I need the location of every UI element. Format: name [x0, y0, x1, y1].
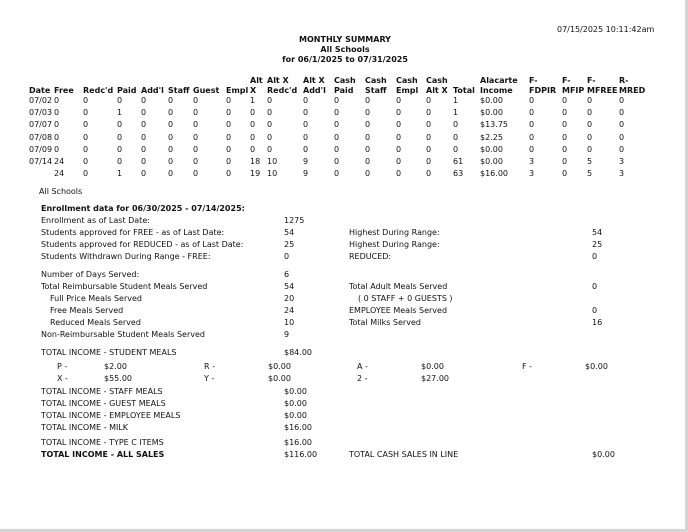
table-row: [29, 144, 636, 156]
table-cell: 0: [529, 96, 535, 105]
table-cell: 0: [141, 157, 147, 167]
column-header: [54, 76, 83, 95]
employee-meals-value: 0: [592, 306, 598, 315]
table-cell: 0: [396, 132, 402, 142]
table-cell: 0: [619, 108, 625, 118]
column-header: [365, 76, 396, 95]
table-cell: 0: [426, 132, 432, 142]
table-cell: 9: [303, 157, 309, 167]
non-reimbursable-meals-value: 9: [284, 330, 290, 339]
table-cell: 0: [303, 96, 309, 105]
column-header-line: Paid: [334, 85, 354, 95]
table-cell: 0: [426, 108, 432, 118]
column-header-line: Empl: [396, 85, 419, 95]
table-cell: 63: [453, 169, 464, 179]
reduced-approved-value: 25: [284, 240, 295, 249]
income-guest-value: $0.00: [284, 399, 307, 408]
income-x-value: $55.00: [104, 374, 132, 383]
table-cell: 0: [141, 108, 147, 118]
table-cell: 0: [426, 96, 432, 105]
income-all-sales-value: $116.00: [284, 450, 318, 459]
full-price-meals-label: Full Price Meals Served: [50, 294, 142, 303]
withdrawn-reduced-value: 0: [592, 252, 598, 261]
table-cell: 0: [529, 144, 535, 154]
table-cell: 5: [587, 157, 593, 167]
table-cell: 0: [529, 120, 535, 130]
table-cell: 0: [226, 144, 232, 154]
column-header-line: Alacarte: [480, 76, 518, 85]
table-cell: 0: [619, 144, 625, 154]
income-staff-label: TOTAL INCOME - STAFF MEALS: [41, 387, 163, 396]
reduced-meals-label: Reduced Meals Served: [50, 318, 141, 327]
column-header: [168, 76, 193, 95]
table-cell: 07/09: [29, 144, 53, 154]
table-cell: 0: [83, 157, 89, 167]
column-header-line: Redc'd: [267, 85, 298, 95]
table-cell: 5: [587, 169, 593, 179]
table-cell: 0: [83, 96, 89, 105]
table-cell: 1: [453, 108, 459, 118]
enrollment-value: 1275: [284, 216, 305, 225]
table-cell: 0: [619, 120, 625, 130]
daily-summary-table: [29, 76, 646, 180]
days-served-value: 6: [284, 270, 290, 279]
table-cell: 0: [303, 144, 309, 154]
table-cell: 0: [267, 96, 273, 105]
table-row: [29, 95, 636, 107]
reimbursable-meals-label: Total Reimbursable Student Meals Served: [41, 282, 208, 291]
table-cell: 24: [54, 157, 65, 167]
table-cell: 0: [303, 120, 309, 130]
report-title-block: [260, 35, 430, 65]
table-cell: 0: [141, 144, 147, 154]
column-header-line: Income: [480, 85, 513, 95]
table-cell: 10: [267, 157, 278, 167]
table-body: [29, 95, 636, 180]
column-header-line: Date: [29, 85, 51, 95]
column-header: [267, 76, 303, 95]
column-header: [562, 76, 587, 95]
table-cell: $0.00: [480, 96, 503, 105]
column-header: [529, 76, 562, 95]
table-cell: 07/08: [29, 132, 53, 142]
income-milk-label: TOTAL INCOME - MILK: [41, 423, 129, 432]
table-cell: 0: [117, 132, 123, 142]
column-header-line: Cash: [396, 76, 418, 85]
table-cell: 0: [619, 96, 625, 105]
table-cell: 0: [365, 108, 371, 118]
table-cell: 0: [426, 157, 432, 167]
milks-served-value: 16: [592, 318, 603, 327]
column-header-line: F-: [562, 76, 571, 85]
income-p-label: P -: [57, 362, 68, 371]
reduced-meals-value: 10: [284, 318, 295, 327]
column-header-line: MFREE: [587, 85, 618, 95]
table-cell: 0: [365, 96, 371, 105]
table-cell: 0: [83, 120, 89, 130]
table-cell: 0: [250, 108, 256, 118]
table-cell: 0: [587, 132, 593, 142]
reduced-approved-label: Students approved for REDUCED - as of Last Date:: [41, 240, 244, 249]
table-cell: 0: [562, 169, 568, 179]
table-cell: $0.00: [480, 157, 503, 167]
non-reimbursable-meals-label: Non-Reimbursable Student Meals Served: [41, 330, 205, 339]
table-cell: $16.00: [480, 169, 508, 179]
table-cell: 0: [334, 132, 340, 142]
column-header-line: Total: [453, 85, 475, 95]
column-header: [426, 76, 453, 95]
cash-sales-line-label: TOTAL CASH SALES IN LINE: [349, 450, 459, 459]
column-header: [587, 76, 619, 95]
table-cell: 0: [396, 120, 402, 130]
full-price-meals-value: 20: [284, 294, 295, 303]
table-cell: 0: [267, 132, 273, 142]
table-cell: 07/02: [29, 96, 53, 105]
table-cell: 0: [396, 169, 402, 179]
reduced-highest-label: Highest During Range:: [349, 240, 440, 249]
free-meals-label: Free Meals Served: [50, 306, 124, 315]
column-header: [334, 76, 365, 95]
table-cell: 0: [193, 157, 199, 167]
income-f-label: F -: [522, 362, 533, 371]
column-header-line: Add'l: [303, 85, 326, 95]
report-timestamp: 07/15/2025 10:11:42am: [557, 25, 655, 34]
column-header-line: R-: [619, 76, 629, 85]
table-cell: 0: [83, 108, 89, 118]
table-cell: 0: [529, 132, 535, 142]
table-cell: $0.00: [480, 144, 503, 154]
column-header-line: Alt X: [267, 76, 289, 85]
table-cell: 0: [619, 132, 625, 142]
table-row: [29, 156, 636, 168]
column-header: [141, 76, 168, 95]
table-cell: 0: [54, 108, 60, 118]
table-cell: 3: [619, 169, 625, 179]
adult-meals-detail: ( 0 STAFF + 0 GUESTS ): [358, 294, 453, 303]
table-cell: 0: [365, 169, 371, 179]
income-staff-value: $0.00: [284, 387, 307, 396]
column-header-line: MRED: [619, 85, 646, 95]
column-header-line: Guest: [193, 85, 220, 95]
table-row: [29, 132, 636, 144]
income-2-value: $27.00: [421, 374, 449, 383]
table-cell: 0: [117, 120, 123, 130]
column-header-line: Alt X: [426, 85, 448, 95]
free-meals-value: 24: [284, 306, 295, 315]
table-cell: 1: [117, 169, 123, 179]
table-header-row: [29, 76, 636, 95]
income-p-value: $2.00: [104, 362, 127, 371]
table-cell: 3: [529, 157, 535, 167]
days-served-label: Number of Days Served:: [41, 270, 140, 279]
table-cell: 0: [334, 120, 340, 130]
table-cell: 0: [365, 120, 371, 130]
column-header-line: F-: [529, 76, 538, 85]
column-header: [117, 76, 141, 95]
table-cell: 0: [83, 132, 89, 142]
column-header: [226, 76, 250, 95]
table-cell: 0: [83, 144, 89, 154]
column-header-line: Paid: [117, 85, 137, 95]
table-cell: 18: [250, 157, 261, 167]
school-label: All Schools: [39, 187, 83, 196]
table-cell: 10: [267, 169, 278, 179]
free-highest-value: 54: [592, 228, 603, 237]
column-header-line: Alt X: [303, 76, 325, 85]
table-cell: 24: [54, 169, 65, 179]
table-cell: 0: [168, 144, 174, 154]
table-cell: 0: [396, 108, 402, 118]
table-cell: 0: [365, 157, 371, 167]
income-f-value: $0.00: [585, 362, 608, 371]
column-header-line: Add'l: [141, 85, 164, 95]
income-employee-value: $0.00: [284, 411, 307, 420]
column-header-line: FDPIR: [529, 85, 557, 95]
table-cell: 0: [426, 144, 432, 154]
table-cell: 0: [168, 169, 174, 179]
income-r-label: R -: [204, 362, 215, 371]
table-cell: 1: [250, 96, 256, 105]
table-cell: [29, 168, 54, 180]
table-cell: 0: [303, 108, 309, 118]
cash-sales-line-value: $0.00: [592, 450, 615, 459]
table-cell: 0: [365, 132, 371, 142]
table-cell: 0: [117, 144, 123, 154]
table-cell: 0: [168, 108, 174, 118]
income-milk-value: $16.00: [284, 423, 312, 432]
table-cell: 0: [396, 144, 402, 154]
enrollment-heading: Enrollment data for 06/30/2025 - 07/14/2025:: [41, 204, 245, 213]
report-title: MONTHLY SUMMARY: [299, 35, 391, 44]
column-header-line: Cash: [426, 76, 448, 85]
table-cell: 0: [267, 144, 273, 154]
table-cell: 19: [250, 169, 261, 179]
table-totals-row: [29, 168, 636, 180]
income-y-value: $0.00: [268, 374, 291, 383]
table-cell: 0: [193, 120, 199, 130]
column-header: [396, 76, 426, 95]
adult-meals-value: 0: [592, 282, 598, 291]
column-header: [480, 76, 529, 95]
table-cell: 0: [168, 132, 174, 142]
column-header-line: Staff: [365, 85, 387, 95]
table-cell: 0: [334, 96, 340, 105]
column-header-line: Cash: [334, 76, 356, 85]
table-cell: 0: [54, 132, 60, 142]
table-cell: 0: [250, 132, 256, 142]
table-cell: 0: [267, 108, 273, 118]
table-cell: $0.00: [480, 108, 503, 118]
table-cell: 0: [117, 96, 123, 105]
milks-served-label: Total Milks Served: [349, 318, 421, 327]
table-cell: 61: [453, 157, 464, 167]
column-header-line: F-: [587, 76, 596, 85]
table-cell: 0: [226, 157, 232, 167]
income-all-sales-label: TOTAL INCOME - ALL SALES: [41, 450, 165, 459]
table-cell: 0: [141, 96, 147, 105]
table-cell: 0: [193, 96, 199, 105]
table-cell: $13.75: [480, 120, 508, 130]
withdrawn-free-value: 0: [284, 252, 290, 261]
table-cell: 0: [426, 169, 432, 179]
table-row: [29, 107, 636, 119]
column-header: [250, 76, 267, 95]
table-cell: 07/03: [29, 108, 53, 118]
table-cell: 0: [168, 120, 174, 130]
reduced-highest-value: 25: [592, 240, 603, 249]
table-cell: 0: [193, 132, 199, 142]
table-cell: 0: [562, 157, 568, 167]
table-cell: 0: [334, 169, 340, 179]
table-cell: 0: [54, 96, 60, 105]
table-cell: 0: [587, 120, 593, 130]
adult-meals-label: Total Adult Meals Served: [349, 282, 448, 291]
table-cell: 0: [453, 120, 459, 130]
column-header: [29, 76, 54, 95]
table-cell: 0: [117, 157, 123, 167]
table-cell: 3: [619, 157, 625, 167]
table-cell: 0: [193, 144, 199, 154]
column-header-line: X: [250, 85, 257, 95]
table-cell: 0: [141, 169, 147, 179]
income-typec-label: TOTAL INCOME - TYPE C ITEMS: [41, 438, 164, 447]
table-cell: 0: [562, 132, 568, 142]
table-cell: 0: [141, 132, 147, 142]
income-employee-label: TOTAL INCOME - EMPLOYEE MEALS: [41, 411, 181, 420]
report-date-range: for 06/1/2025 to 07/31/2025: [282, 55, 408, 64]
column-header-line: Cash: [365, 76, 387, 85]
withdrawn-free-label: Students Withdrawn During Range - FREE:: [41, 252, 211, 261]
table-cell: 0: [168, 157, 174, 167]
table-cell: 0: [453, 132, 459, 142]
column-header: [453, 76, 480, 95]
income-student-value: $84.00: [284, 348, 312, 357]
column-header-line: Staff: [168, 85, 190, 95]
table-cell: 1: [117, 108, 123, 118]
table-cell: 0: [193, 169, 199, 179]
column-header: [303, 76, 334, 95]
table-cell: 0: [562, 120, 568, 130]
income-a-label: A -: [357, 362, 368, 371]
table-cell: 0: [54, 120, 60, 130]
column-header-line: Empl: [226, 85, 249, 95]
table-cell: 0: [562, 108, 568, 118]
employee-meals-label: EMPLOYEE Meals Served: [349, 306, 448, 315]
income-a-value: $0.00: [421, 362, 444, 371]
free-highest-label: Highest During Range:: [349, 228, 440, 237]
table-cell: 0: [141, 120, 147, 130]
table-cell: 0: [226, 108, 232, 118]
table-cell: 0: [250, 144, 256, 154]
table-cell: 0: [193, 108, 199, 118]
income-x-label: X -: [57, 374, 68, 383]
table-cell: 0: [562, 144, 568, 154]
column-header: [619, 76, 646, 95]
column-header-line: Free: [54, 85, 74, 95]
column-header-line: Alt: [250, 76, 263, 85]
table-cell: 0: [396, 96, 402, 105]
table-cell: 0: [426, 120, 432, 130]
table-cell: $2.25: [480, 132, 503, 142]
table-cell: 3: [529, 169, 535, 179]
income-2-label: 2 -: [357, 374, 368, 383]
table-cell: 0: [54, 144, 60, 154]
income-r-value: $0.00: [268, 362, 291, 371]
table-cell: 0: [267, 120, 273, 130]
income-guest-label: TOTAL INCOME - GUEST MEALS: [41, 399, 166, 408]
table-cell: 07/14: [29, 157, 53, 167]
table-cell: 0: [168, 96, 174, 105]
table-cell: 0: [365, 144, 371, 154]
income-typec-value: $16.00: [284, 438, 312, 447]
table-cell: 0: [587, 144, 593, 154]
table-cell: 0: [303, 132, 309, 142]
table-cell: 0: [396, 157, 402, 167]
column-header-line: Redc'd: [83, 85, 114, 95]
table-cell: 0: [226, 120, 232, 130]
table-cell: 0: [226, 169, 232, 179]
table-cell: 0: [562, 96, 568, 105]
table-cell: 0: [587, 108, 593, 118]
income-student-label: TOTAL INCOME - STUDENT MEALS: [41, 348, 177, 357]
report-subtitle: All Schools: [320, 45, 370, 54]
table-cell: 0: [250, 120, 256, 130]
table-cell: 07/07: [29, 120, 53, 130]
table-cell: 0: [334, 144, 340, 154]
table-cell: 0: [529, 108, 535, 118]
table-cell: 0: [334, 108, 340, 118]
table-cell: 0: [587, 96, 593, 105]
column-header: [193, 76, 226, 95]
column-header: [83, 76, 117, 95]
table-row: [29, 119, 636, 131]
reimbursable-meals-value: 54: [284, 282, 295, 291]
free-approved-value: 54: [284, 228, 295, 237]
free-approved-label: Students approved for FREE - as of Last Date:: [41, 228, 225, 237]
table-cell: 1: [453, 96, 459, 105]
table-cell: 0: [453, 144, 459, 154]
table-cell: 0: [226, 96, 232, 105]
column-header-line: MFIP: [562, 85, 585, 95]
enrollment-label: Enrollment as of Last Date:: [41, 216, 150, 225]
table-cell: 0: [83, 169, 89, 179]
table-cell: 0: [334, 157, 340, 167]
income-y-label: Y -: [204, 374, 215, 383]
table-cell: 9: [303, 169, 309, 179]
table-cell: 0: [226, 132, 232, 142]
withdrawn-reduced-label: REDUCED:: [349, 252, 392, 261]
